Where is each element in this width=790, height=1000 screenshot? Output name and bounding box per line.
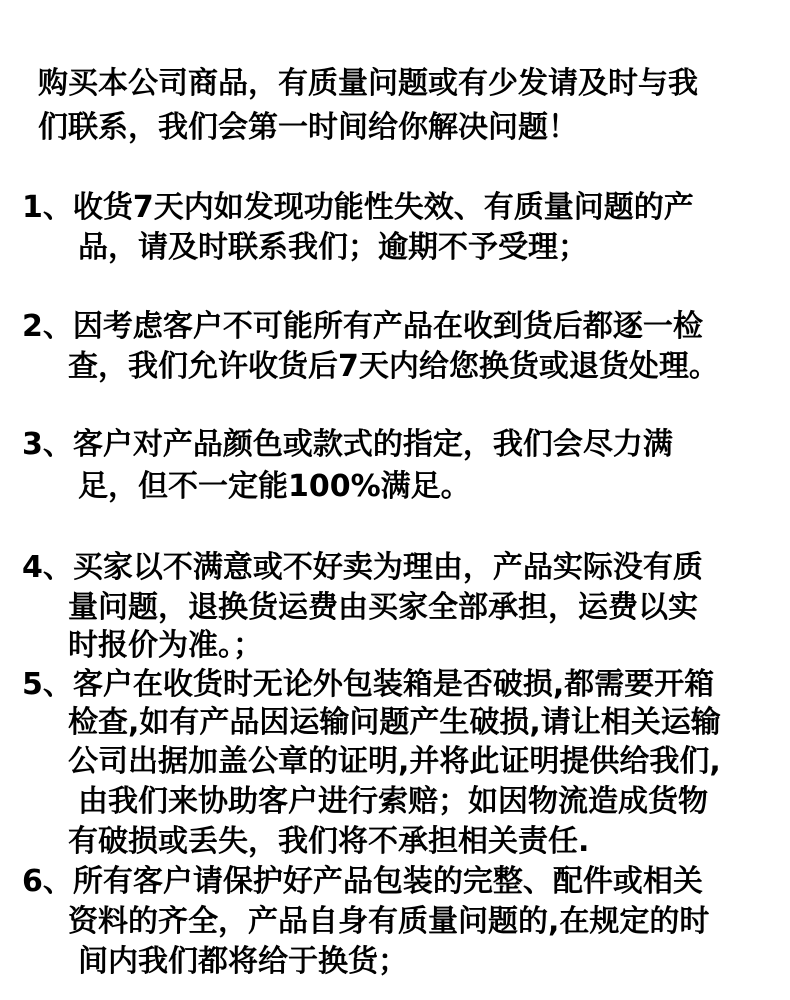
policy-3-line-1: 3、客户对产品颜色或款式的指定，我们会尽力满 [22,427,673,462]
policy-6-line-3: 间内我们都将给于换货； [78,944,408,979]
policy-1-line-2: 品，请及时联系我们；逾期不予受理； [78,230,588,265]
policy-4-line-1: 4、买家以不满意或不好卖为理由，产品实际没有质 [22,550,703,585]
policy-5-line-5: 有破损或丢失，我们将不承担相关责任. [68,824,590,859]
policy-2-line-1: 2、因考虑客户不可能所有产品在收到货后都逐一检 [22,309,703,344]
policy-6-line-1: 6、所有客户请保护好产品包装的完整、配件或相关 [22,864,703,899]
intro-line-1: 购买本公司商品，有质量问题或有少发请及时与我 [38,66,698,101]
policy-4-line-3: 时报价为准。； [68,628,263,663]
policy-5-line-2: 检查,如有产品因运输问题产生破损,请让相关运输 [68,705,721,740]
policy-6-line-2: 资料的齐全，产品自身有质量问题的,在规定的时 [68,904,710,939]
policy-3-line-2: 足，但不一定能100%满足。 [78,469,471,504]
policy-4-line-2: 量问题，退换货运费由买家全部承担，运费以实 [68,590,698,625]
policy-5-line-4: 由我们来协助客户进行索赔；如因物流造成货物 [78,784,708,819]
policy-5-line-3: 公司出据加盖公章的证明,并将此证明提供给我们, [68,744,721,779]
policy-5-line-1: 5、客户在收货时无论外包装箱是否破损,都需要开箱 [22,667,715,702]
policy-2-line-2: 查，我们允许收货后7天内给您换货或退货处理。 [68,349,719,384]
policy-1-line-1: 1、收货7天内如发现功能性失效、有质量问题的产 [22,190,694,225]
intro-line-2: 们联系，我们会第一时间给你解决问题！ [38,110,578,145]
